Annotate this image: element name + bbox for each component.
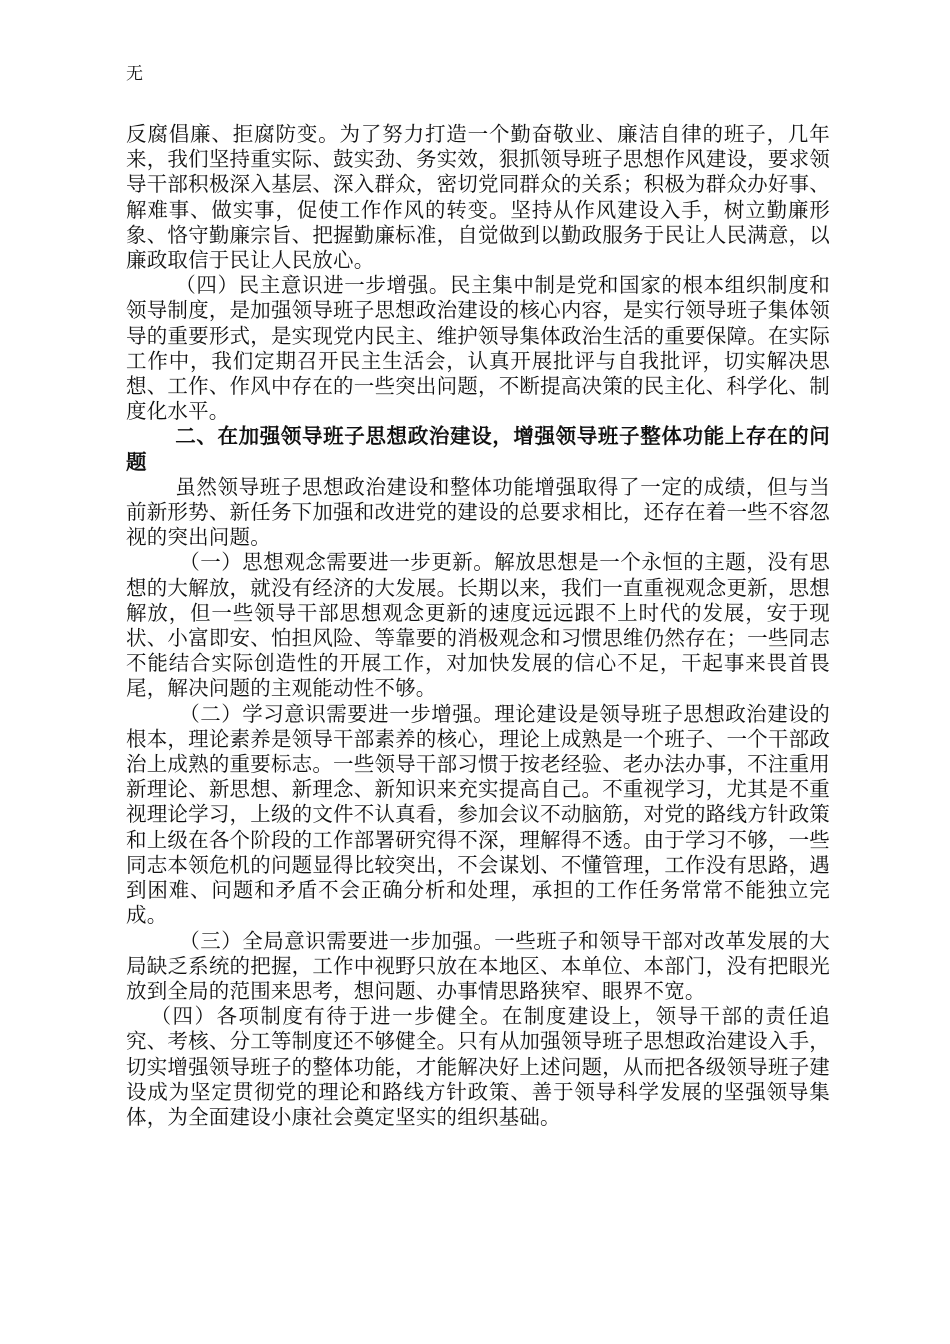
header-mark: 无 bbox=[126, 64, 143, 84]
paragraph-democracy: （四）民主意识进一步增强。民主集中制是党和国家的根本组织制度和领导制度，是加强领导班子思想政治建设的核心内容，是实行领导班子集体领导的重要形式，是实现党内民主、维护领导集体政治生活的重要保障。在实际工作中，我们定期召开民主生活会，认真开展批评与自我批评，切实解决思想、工作、作风中存在的一些突出问题，不断提高决策的民主化、科学化、制度化水平。 bbox=[126, 273, 830, 424]
section-heading: 二、在加强领导班子思想政治建设，增强领导班子整体功能上存在的问题 bbox=[126, 424, 830, 474]
paragraph-continuation: 反腐倡廉、拒腐防变。为了努力打造一个勤奋敬业、廉洁自律的班子，几年来，我们坚持重实际、鼓实劲、务实效，狠抓领导班子思想作风建设，要求领导干部积极深入基层、深入群众，密切党同群众的关系；积极为群众办好事、解难事、做实事，促使工作作风的转变。坚持从作风建设入手，树立勤廉形象、恪守勤廉宗旨、把握勤廉标准，自觉做到以勤政服务于民让人民满意，以廉政取信于民让人民放心。 bbox=[126, 122, 830, 273]
paragraph-overall: （三）全局意识需要进一步加强。一些班子和领导干部对改革发展的大局缺乏系统的把握，工作中视野只放在本地区、本单位、本部门，没有把眼光放到全局的范围来思考，想问题、办事情思路狭窄、眼界不宽。 bbox=[126, 928, 830, 1003]
paragraph-thinking: （一）思想观念需要进一步更新。解放思想是一个永恒的主题，没有思想的大解放，就没有经济的大发展。长期以来，我们一直重视观念更新，思想解放，但一些领导干部思想观念更新的速度远远跟不上时代的发展，安于现状、小富即安、怕担风险、等靠要的消极观念和习惯思维仍然存在；一些同志不能结合实际创造性的开展工作，对加快发展的信心不足，干起事来畏首畏尾，解决问题的主观能动性不够。 bbox=[126, 550, 830, 701]
paragraph-intro: 虽然领导班子思想政治建设和整体功能增强取得了一定的成绩，但与当前新形势、新任务下加强和改进党的建设的总要求相比，还存在着一些不容忽视的突出问题。 bbox=[126, 474, 830, 550]
paragraph-systems: （四）各项制度有待于进一步健全。在制度建设上，领导干部的责任追究、考核、分工等制度还不够健全。只有从加强领导班子思想政治建设入手，切实增强领导班子的整体功能，才能解决好上述问题，从而把各级领导班子建设成为坚定贯彻党的理论和路线方针政策、善于领导科学发展的坚强领导集体，为全面建设小康社会奠定坚实的组织基础。 bbox=[126, 1004, 830, 1129]
paragraph-learning: （二）学习意识需要进一步增强。理论建设是领导班子思想政治建设的根本，理论素养是领导干部素养的核心，理论上成熟是一个班子、一个干部政治上成熟的重要标志。一些领导干部习惯于按老经验、老办法办事，不注重用新理论、新思想、新理念、新知识来充实提高自己。不重视学习，尤其是不重视理论学习，上级的文件不认真看，参加会议不动脑筋，对党的路线方针政策和上级在各个阶段的工作部署研究得不深，理解得不透。由于学习不够，一些同志本领危机的问题显得比较突出，不会谋划、不懂管理，工作没有思路，遇到困难、问题和矛盾不会正确分析和处理，承担的工作任务常常不能独立完成。 bbox=[126, 701, 830, 928]
document-body bbox=[126, 122, 830, 1130]
